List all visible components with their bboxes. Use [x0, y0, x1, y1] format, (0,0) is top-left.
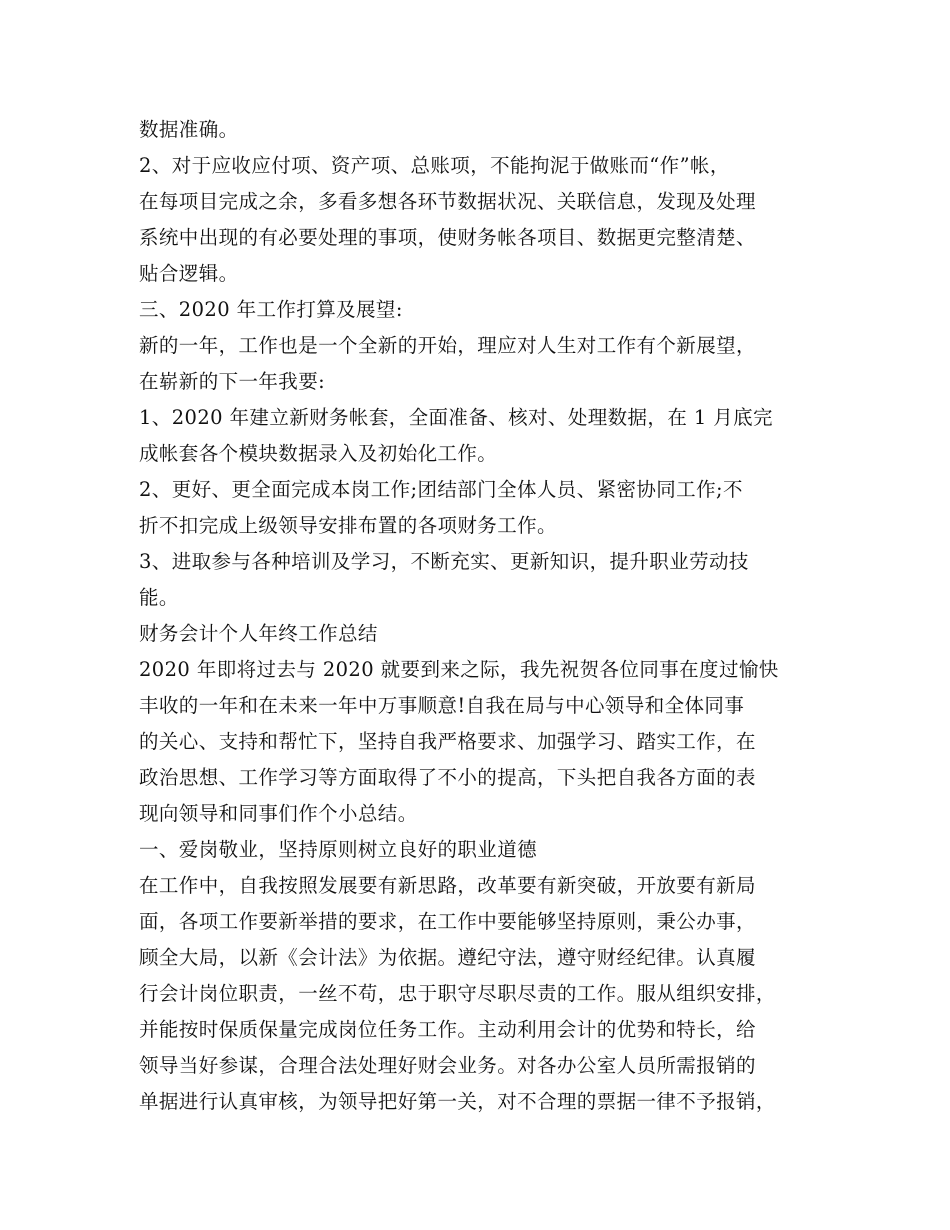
text-line: 的关心、支持和帮忙下，坚持自我严格要求、加强学习、踏实工作，在 — [139, 730, 756, 753]
document-title: 财务会计个人年终工作总结 — [139, 622, 378, 645]
text-line: 1、2020 年建立新财务帐套，全面准备、核对、处理数据，在 1 月底完 — [139, 406, 773, 429]
text-line: 面，各项工作要新举措的要求，在工作中要能够坚持原则，秉公办事， — [139, 910, 756, 933]
text-line: 3、进取参与各种培训及学习，不断充实、更新知识，提升职业劳动技 — [139, 550, 749, 573]
text-line: 丰收的一年和在未来一年中万事顺意!自我在局与中心领导和全体同事 — [139, 694, 745, 717]
text-line: 在崭新的下一年我要: — [139, 370, 326, 393]
text-line: 领导当好参谋，合理合法处理好财会业务。对各办公室人员所需报销的 — [139, 1054, 756, 1077]
text-line: 折不扣完成上级领导安排布置的各项财务工作。 — [139, 514, 557, 537]
text-line: 2、对于应收应付项、资产项、总账项，不能拘泥于做账而“作”帐， — [139, 154, 730, 177]
text-line: 并能按时保质保量完成岗位任务工作。主动利用会计的优势和特长，给 — [139, 1018, 756, 1041]
text-line: 在每项目完成之余，多看多想各环节数据状况、关联信息，发现及处理 — [139, 190, 756, 213]
document-body — [139, 112, 829, 1120]
text-line: 新的一年，工作也是一个全新的开始，理应对人生对工作有个新展望， — [139, 334, 756, 357]
text-line: 2020 年即将过去与 2020 就要到来之际，我先祝贺各位同事在度过愉快 — [139, 658, 779, 681]
text-line: 数据准确。 — [139, 118, 239, 141]
text-line: 系统中出现的有必要处理的事项，使财务帐各项目、数据更完整清楚、 — [139, 226, 756, 249]
text-line: 现向领导和同事们作个小总结。 — [139, 802, 418, 825]
section-heading: 一、爱岗敬业，坚持原则树立良好的职业道德 — [139, 838, 538, 861]
text-line: 行会计岗位职责，一丝不苟，忠于职守尽职尽责的工作。服从组织安排， — [139, 982, 776, 1005]
text-line: 2、更好、更全面完成本岗工作;团结部门全体人员、紧密协同工作;不 — [139, 478, 743, 501]
text-line: 成帐套各个模块数据录入及初始化工作。 — [139, 442, 498, 465]
text-line: 能。 — [139, 586, 179, 609]
text-line: 单据进行认真审核，为领导把好第一关，对不合理的票据一律不予报销， — [139, 1090, 776, 1113]
text-line: 顾全大局，以新《会计法》为依据。遵纪守法，遵守财经纪律。认真履 — [139, 946, 756, 969]
text-line: 政治思想、工作学习等方面取得了不小的提高，下头把自我各方面的表 — [139, 766, 756, 789]
text-line: 贴合逻辑。 — [139, 262, 239, 285]
section-heading: 三、2020 年工作打算及展望: — [139, 298, 403, 321]
text-line: 在工作中，自我按照发展要有新思路，改革要有新突破，开放要有新局 — [139, 874, 756, 897]
